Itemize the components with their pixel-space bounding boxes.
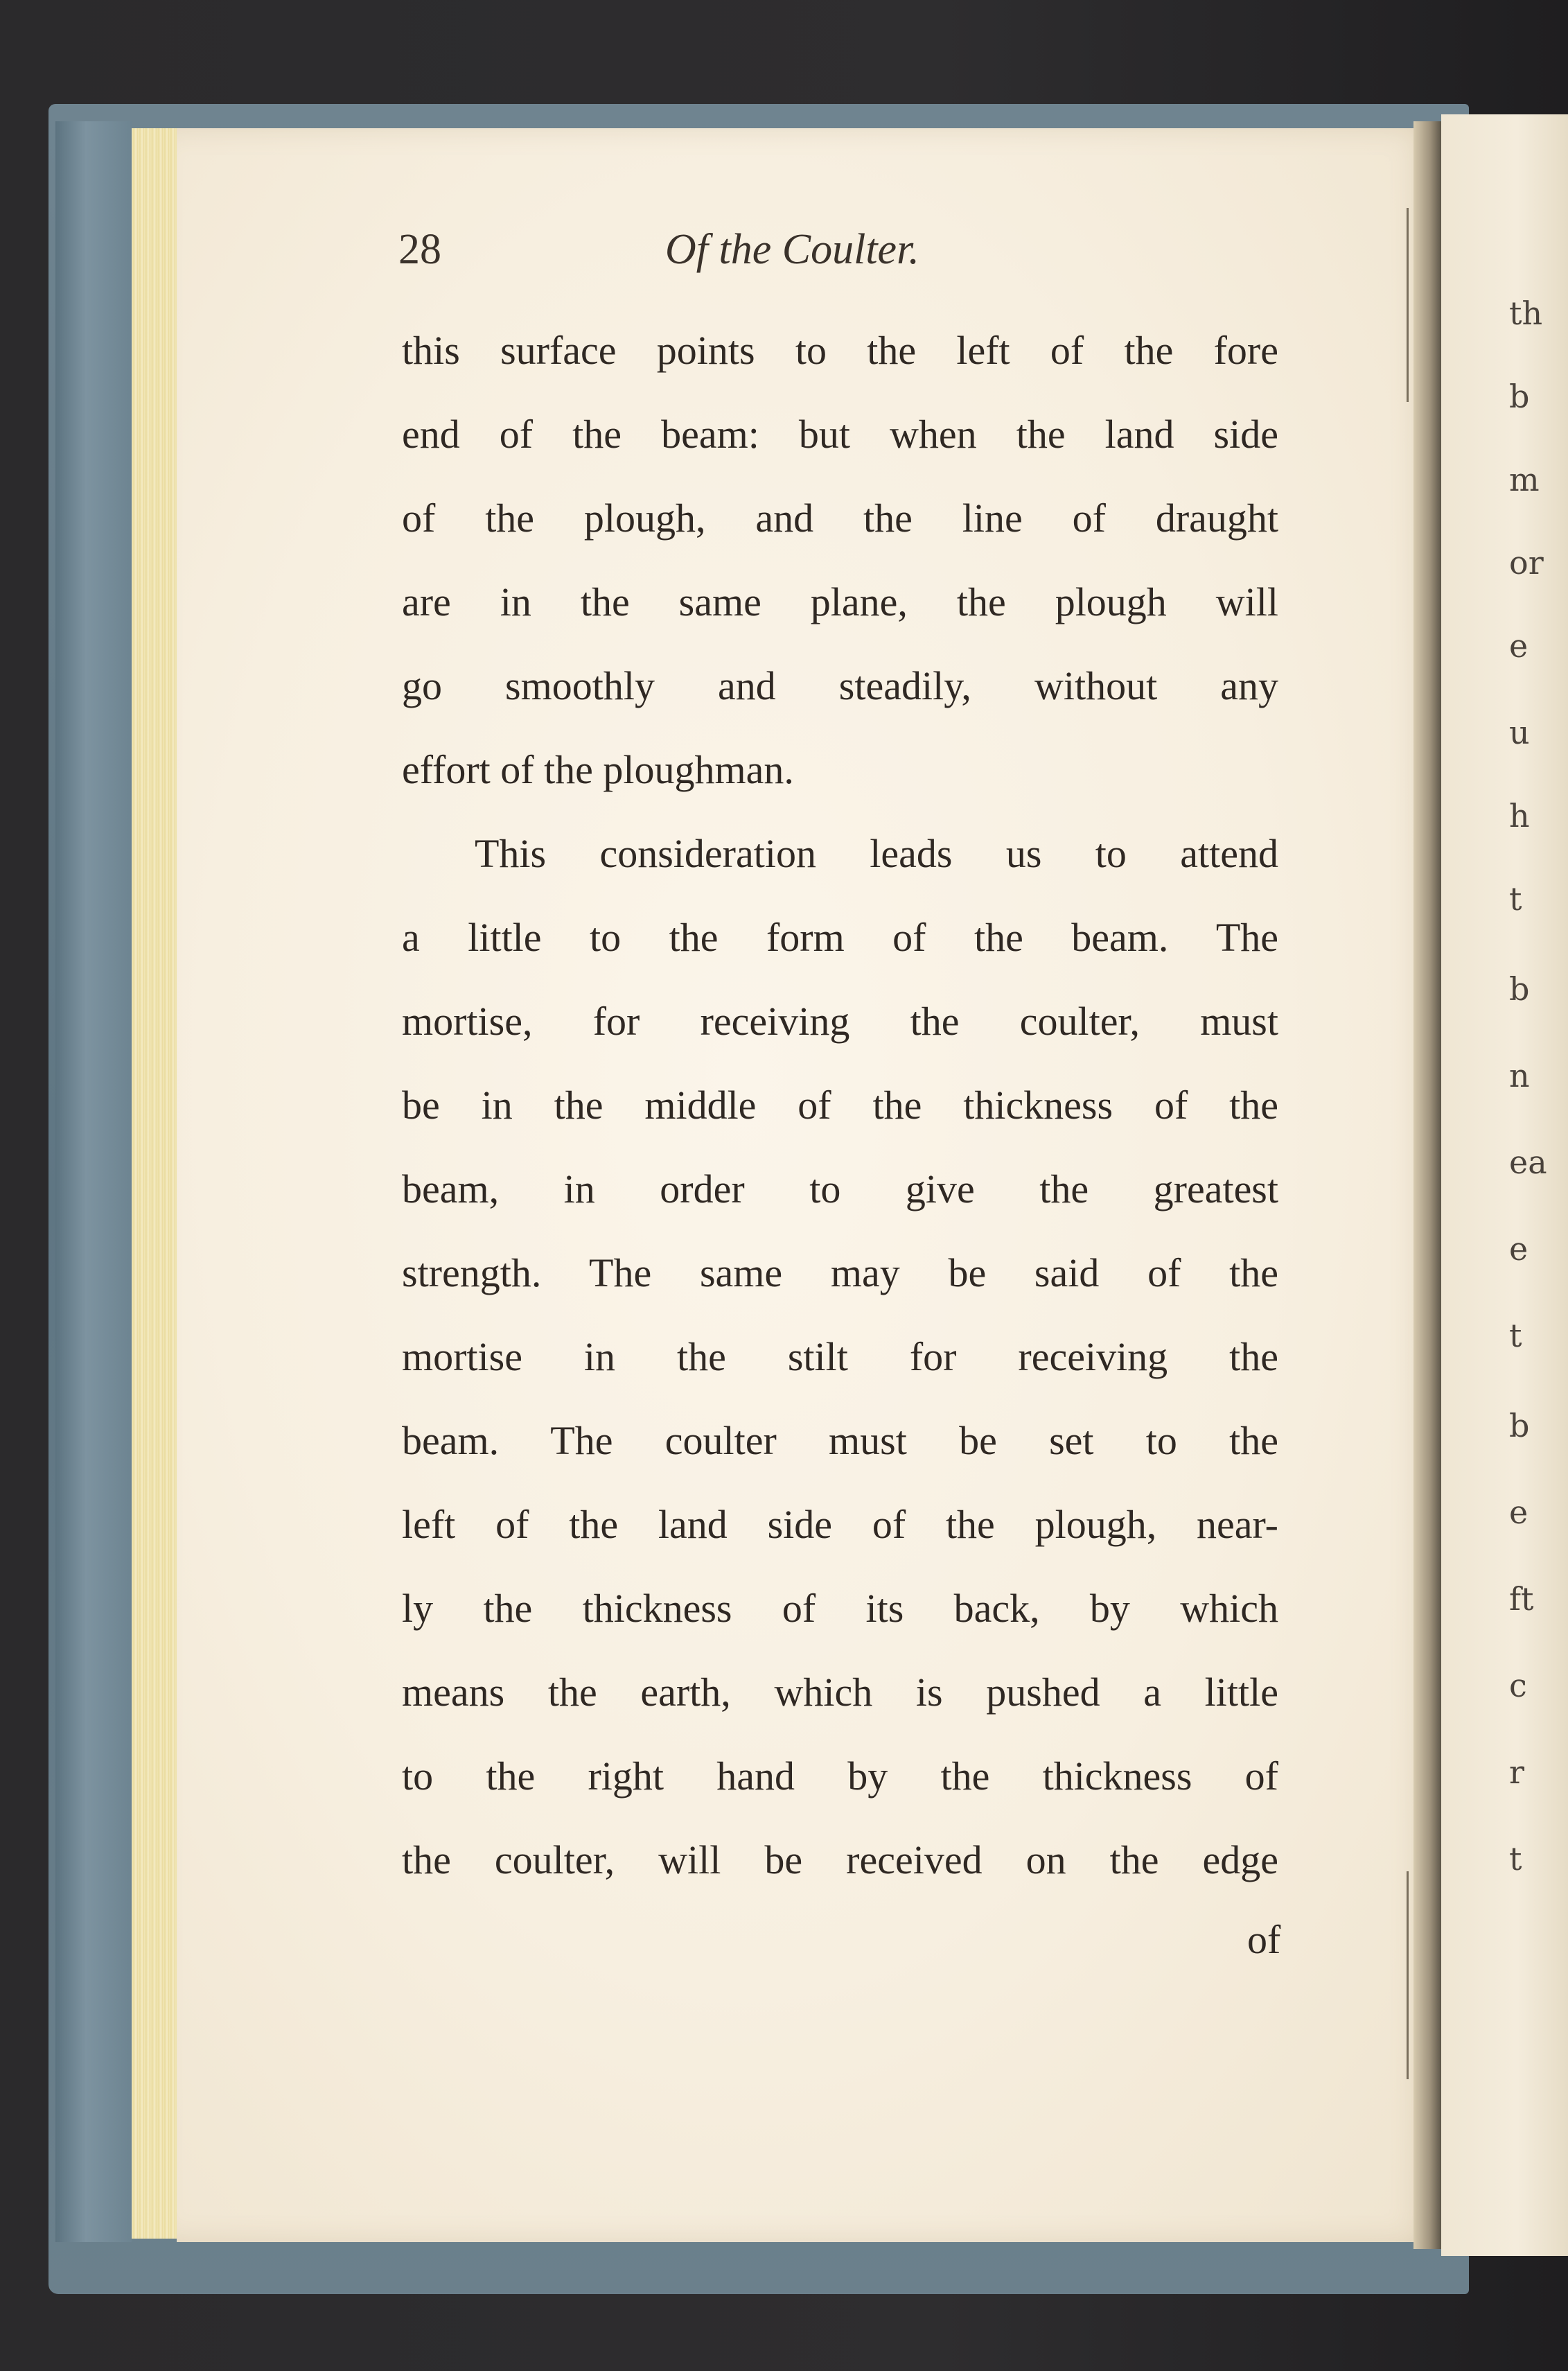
gutter-crease — [1407, 1871, 1409, 2079]
text-line: of the plough, and the line of draught — [402, 496, 1278, 541]
text-line: the coulter, will be received on the edge — [402, 1837, 1278, 1882]
facing-page-fragment: t — [1509, 1840, 1522, 1878]
facing-page-fragment: t — [1509, 1317, 1522, 1354]
facing-page-fragment: e — [1509, 1494, 1529, 1531]
text-line: mortise in the stilt for receiving the — [402, 1334, 1278, 1379]
facing-page-fragment: or — [1509, 544, 1544, 581]
facing-page-fragment: n — [1509, 1057, 1530, 1094]
facing-page-fragment: b — [1509, 378, 1530, 415]
text-line: effort of the ploughman. — [402, 747, 794, 792]
text-line: be in the middle of the thickness of the — [402, 1083, 1278, 1128]
text-line: This consideration leads us to attend — [475, 831, 1278, 876]
text-line: strength. The same may be said of the — [402, 1250, 1278, 1295]
running-title: Of the Coulter. — [665, 226, 919, 273]
facing-page-fragment: ft — [1509, 1580, 1534, 1618]
facing-page-fragment: b — [1509, 970, 1530, 1008]
text-line: means the earth, which is pushed a little — [402, 1670, 1278, 1715]
facing-page-fragment: b — [1509, 1407, 1530, 1444]
text-line: a little to the form of the beam. The — [402, 915, 1278, 960]
text-line: go smoothly and steadily, without any — [402, 663, 1278, 708]
facing-page-fragment: m — [1509, 461, 1540, 498]
body-text — [402, 308, 1278, 1902]
text-line: end of the beam: but when the land side — [402, 412, 1278, 457]
cover-spine-edge — [55, 121, 132, 2242]
facing-page-fragment: e — [1509, 627, 1529, 665]
text-line: beam, in order to give the greatest — [402, 1166, 1278, 1211]
facing-page-fragment: e — [1509, 1230, 1529, 1268]
paragraph — [402, 812, 1278, 1902]
facing-page-fragment: h — [1509, 797, 1530, 834]
paragraph — [402, 308, 1278, 812]
text-line: this surface points to the left of the fore — [402, 328, 1278, 373]
facing-page-fragment: u — [1509, 714, 1530, 751]
facing-page-fragment: t — [1509, 880, 1522, 918]
text-line: mortise, for receiving the coulter, must — [402, 999, 1278, 1044]
text-line: ly the thickness of its back, by which — [402, 1586, 1278, 1631]
text-line: beam. The coulter must be set to the — [402, 1418, 1278, 1463]
facing-page-fragment: th — [1509, 295, 1543, 332]
text-line: to the right hand by the thickness of — [402, 1753, 1278, 1799]
facing-page-fragment: ea — [1509, 1144, 1547, 1181]
text-line: are in the same plane, the plough will — [402, 579, 1278, 624]
facing-page — [1441, 114, 1568, 2256]
catchword: of — [1247, 1917, 1281, 1962]
gutter-crease — [1407, 208, 1409, 402]
page-number: 28 — [398, 226, 441, 273]
facing-page-fragment: c — [1509, 1667, 1527, 1704]
text-line: left of the land side of the plough, near- — [402, 1502, 1278, 1547]
page-block-edges — [132, 128, 180, 2239]
facing-page-fragment: r — [1509, 1753, 1524, 1791]
gutter-shadow — [1413, 121, 1441, 2249]
